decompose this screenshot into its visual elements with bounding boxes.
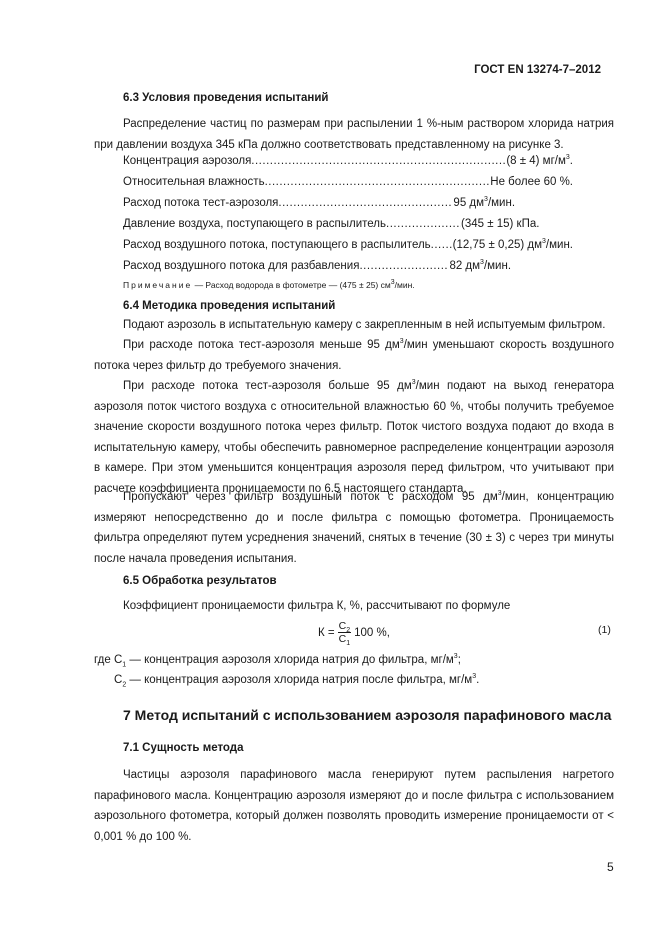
page-number: 5: [607, 860, 614, 874]
formula: К = $\frac{C_2}{C_1}$ 100 %,: [318, 620, 390, 648]
section-6-4-p2: При расходе потока тест-аэрозоля меньше 95 $дм^3$/мин уменьшают скорость воздушного потока через фильтр до требуемого значения.: [94, 338, 614, 372]
equation-number: (1): [598, 624, 611, 636]
param-row: [123, 197, 573, 209]
param-label: Расход воздушного потока, поступающего в распылитель: [123, 239, 431, 251]
formula-block: [0, 620, 661, 650]
section-6-5-p1: Коэффициент проницаемости фильтра К, %, рассчитывают по формуле: [123, 600, 511, 612]
section-6-4-heading: 6.4 Методика проведения испытаний: [123, 300, 336, 312]
param-label: Расход потока тест-аэрозоля: [123, 197, 279, 209]
param-row: [123, 176, 573, 188]
param-value: 95 $дм^3$/мин.: [453, 196, 516, 209]
section-6-4-p4: Пропускают через фильтр воздушный поток с расходом 95 $дм^3$/мин, концентрацию измеряют непосредственно до и после фильтра с помощью фотометра. Проницаемость фильтра определяют путем усреднения значений, снятых в течение (30 ± 3) с через три минуты после начала проведения испытания.: [94, 490, 614, 565]
param-value: (12,75 ± 0,25) $дм^3$/мин.: [452, 238, 573, 251]
param-row: [123, 155, 573, 167]
section-6-3-heading: 6.3 Условия проведения испытаний: [123, 92, 329, 104]
param-label: Концентрация аэрозоля: [123, 155, 252, 167]
section-6-4-p1: Подают аэрозоль в испытательную камеру с закрепленным в ней испытуемым фильтром.: [123, 319, 606, 331]
param-row: [123, 260, 573, 272]
param-value: 82 $дм^3$/мин.: [449, 259, 512, 272]
note-text: — Расход водорода в фотометре — (475 ± 25) см: [192, 280, 391, 290]
param-value: (8 ± 4) $мг/м^3$.: [506, 154, 573, 167]
param-label: Расход воздушного потока для разбавления: [123, 260, 360, 272]
section-6-5-heading: 6.5 Обработка результатов: [123, 575, 277, 587]
note: Примечание — Расход водорода в фотометре — (475 ± 25) $см^3$/мин.: [123, 279, 415, 290]
where-c2: $C_2$ — концентрация аэрозоля хлорида натрия после фильтра, $мг/м^3$.: [114, 673, 480, 689]
param-value: Не более 60 %.: [490, 176, 573, 188]
formula-fraction: $\frac{C_2}{C_1}$: [338, 620, 351, 648]
section-6-4-p3: При расходе потока тест-аэрозоля больше 95 $дм^3$/мин подают на выход генератора аэрозоля поток чистого воздуха с относительной влажностью 60 %, чтобы получить требуемое значение скорости воздушного потока через фильтр. Поток чистого воздуха подают до входа в испытательную камеру, чтобы обеспечить равномерное распределение концентрации аэрозоля в камере. При этом уменьшится концентрация аэрозоля перед фильтром, что учитывают при расчете коэффициента проницаемости по 6.5 настоящего стандарта.: [94, 379, 614, 495]
param-label: Давление воздуха, поступающего в распылитель: [123, 218, 386, 230]
note-prefix: Примечание: [123, 280, 193, 290]
param-row: [123, 239, 573, 251]
section-6-3-intro: Распределение частиц по размерам при распылении 1 %-ным раствором хлорида натрия при давлении воздуха 345 кПа должно соответствовать представленному на рисунке 3.: [94, 118, 614, 151]
param-row: [123, 218, 573, 230]
param-label: Относительная влажность: [123, 176, 265, 188]
section-7-1-heading: 7.1 Сущность метода: [123, 742, 244, 754]
section-7-1-p1: Частицы аэрозоля парафинового масла генерируют путем распыления нагретого парафинового масла. Концентрацию аэрозоля измеряют до и после фильтра с использованием аэрозольного фотометра, который должен позволять проводить измерение проницаемости от < 0,001 % до 100 %.: [94, 769, 614, 843]
standard-designation: ГОСТ EN 13274-7–2012: [474, 64, 601, 76]
section-7-heading: 7 Метод испытаний с использованием аэрозоля парафинового масла: [123, 707, 612, 723]
where-c1: где $C_1$ — концентрация аэрозоля хлорида натрия до фильтра, $мг/м^3$;: [94, 653, 461, 669]
param-value: (345 ± 15) кПа.: [461, 218, 540, 230]
